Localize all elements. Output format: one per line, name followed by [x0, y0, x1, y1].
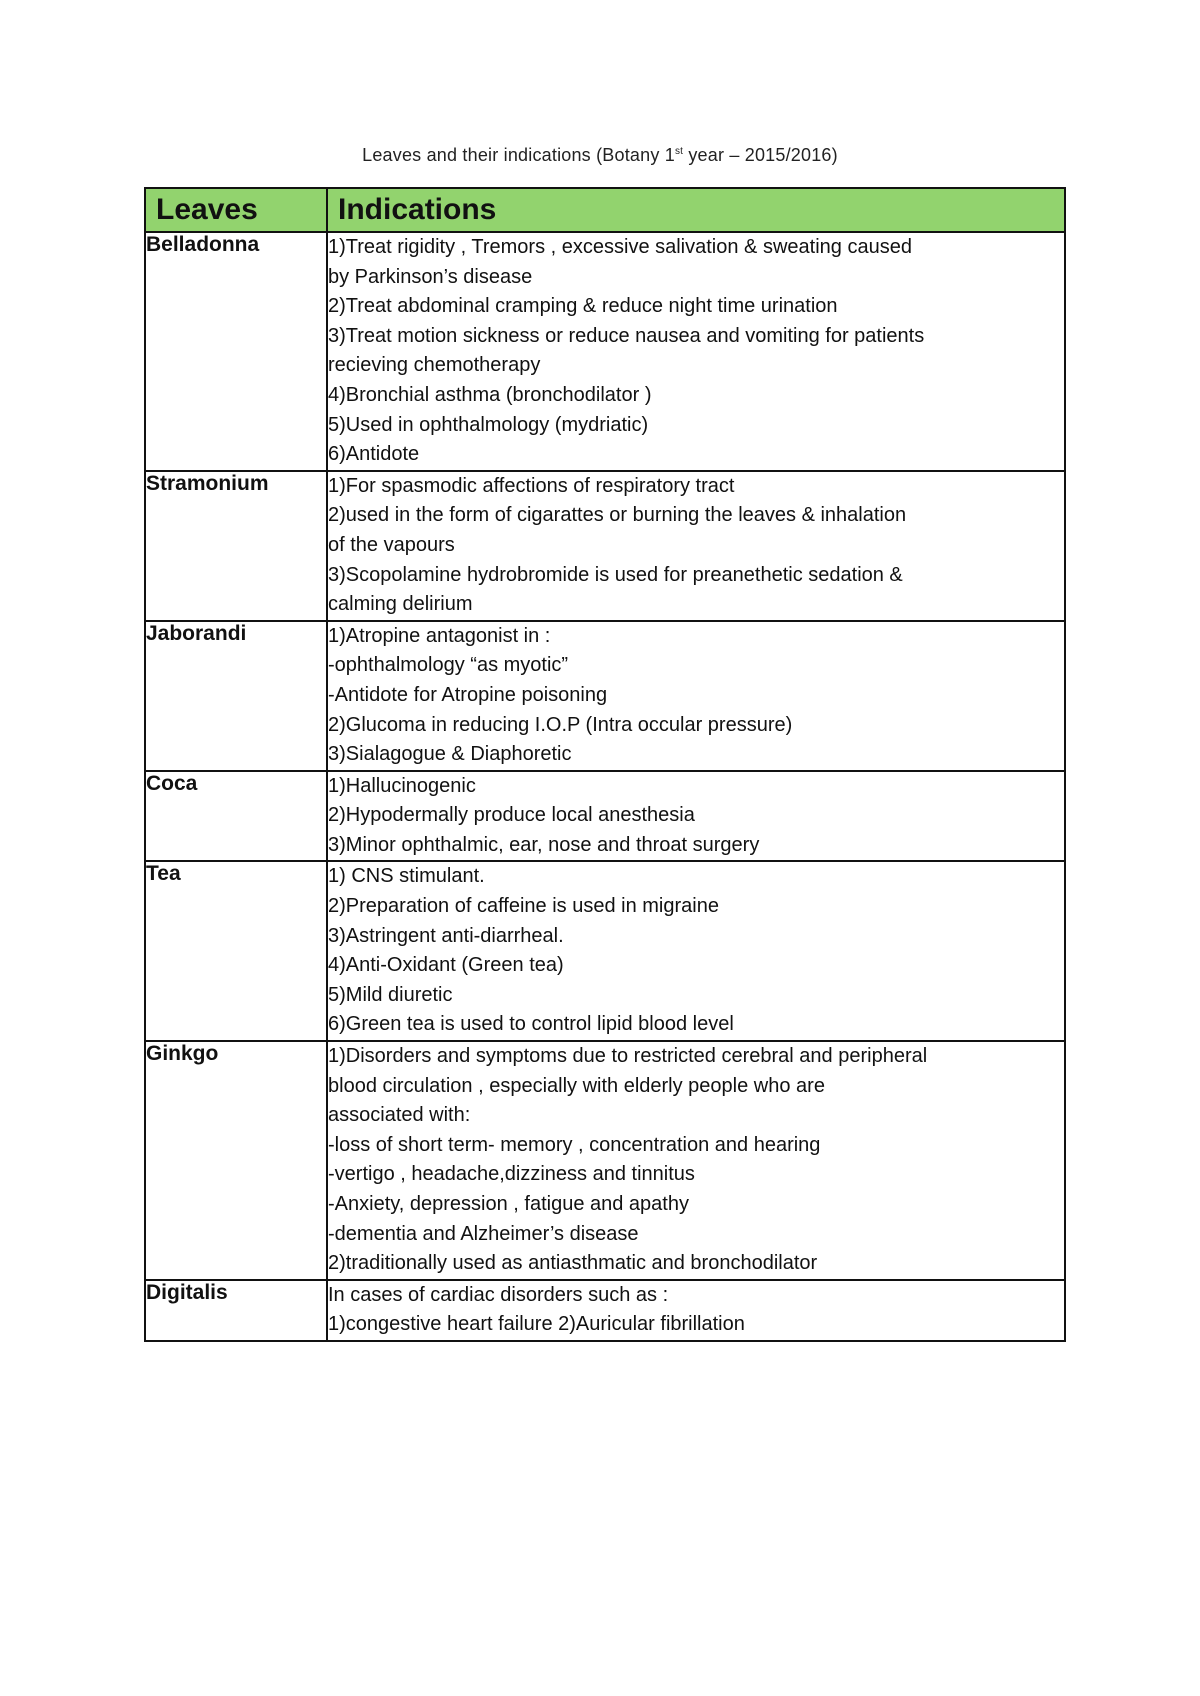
indication-line: 4)Bronchial asthma (bronchodilator ): [328, 383, 652, 406]
indication-line: 1)congestive heart failure 2)Auricular fibrillation: [328, 1313, 745, 1336]
leaf-name-cell: Tea: [145, 861, 327, 1041]
indication-line: 3)Sialagogue & Diaphoretic: [328, 743, 572, 766]
leaf-name-cell: Coca: [145, 771, 327, 862]
indications-cell: [327, 771, 1065, 862]
table-row: [145, 1041, 1065, 1280]
indication-line: 1)Atropine antagonist in :: [328, 624, 551, 647]
indication-line: 4)Anti-Oxidant (Green tea): [328, 954, 564, 977]
indication-line: -dementia and Alzheimer’s disease: [328, 1222, 639, 1245]
indications-cell: [327, 471, 1065, 621]
leaf-name-cell: Digitalis: [145, 1280, 327, 1341]
leaf-name-cell: Jaborandi: [145, 621, 327, 771]
indication-line: 6)Green tea is used to control lipid blood level: [328, 1013, 734, 1036]
indication-line: 2)Hypodermally produce local anesthesia: [328, 804, 695, 827]
header-indications: Indications: [327, 188, 1065, 232]
indication-line: In cases of cardiac disorders such as :: [328, 1283, 669, 1306]
table-row: [145, 1280, 1065, 1341]
indications-cell: [327, 1280, 1065, 1341]
indication-line: of the vapours: [328, 533, 455, 556]
indications-cell: [327, 1041, 1065, 1280]
leaves-indications-table: [144, 187, 1066, 1342]
document-title-superscript: st: [674, 146, 684, 157]
table-row: [145, 232, 1065, 471]
table-body: [145, 232, 1065, 1341]
indication-line: associated with:: [328, 1104, 471, 1127]
indication-line: recieving chemotherapy: [328, 354, 541, 377]
table-header-row: [145, 188, 1065, 232]
indication-line: 3)Astringent anti-diarrheal.: [328, 924, 564, 947]
indication-line: 3)Minor ophthalmic, ear, nose and throat surgery: [328, 833, 760, 856]
leaf-name-cell: Stramonium: [145, 471, 327, 621]
indication-line: 1) CNS stimulant.: [328, 865, 485, 888]
leaf-name-cell: Belladonna: [145, 232, 327, 471]
indication-line: calming delirium: [328, 593, 473, 616]
indication-line: 2)Preparation of caffeine is used in migraine: [328, 895, 719, 918]
leaf-name-cell: Ginkgo: [145, 1041, 327, 1280]
indication-line: -loss of short term- memory , concentration and hearing: [328, 1133, 821, 1156]
table-row: [145, 621, 1065, 771]
table-row: [145, 861, 1065, 1041]
indications-cell: [327, 621, 1065, 771]
indication-line: -ophthalmology “as myotic”: [328, 654, 569, 677]
indication-line: -Anxiety, depression , fatigue and apathy: [328, 1193, 689, 1215]
header-leaves: Leaves: [145, 188, 327, 232]
indication-line: 2)used in the form of cigarattes or burning the leaves & inhalation: [328, 504, 907, 527]
indication-line: 5)Used in ophthalmology (mydriatic): [328, 413, 649, 436]
table-row: [145, 771, 1065, 862]
indication-line: blood circulation , especially with elderly people who are: [328, 1074, 825, 1097]
indication-line: 6)Antidote: [328, 443, 420, 466]
indication-line: by Parkinson’s disease: [328, 265, 533, 288]
document-title: [0, 145, 1200, 166]
indication-line: 1)Treat rigidity , Tremors , excessive salivation & sweating caused: [328, 236, 912, 258]
indications-cell: [327, 861, 1065, 1041]
indications-cell: [327, 232, 1065, 471]
indication-line: -vertigo , headache,dizziness and tinnitus: [328, 1163, 695, 1186]
indication-line: 3)Scopolamine hydrobromide is used for preanethetic sedation &: [328, 563, 903, 586]
indication-line: 2)Treat abdominal cramping & reduce night time urination: [328, 295, 838, 318]
indication-line: 1)For spasmodic affections of respiratory tract: [328, 474, 735, 497]
indication-line: 1)Disorders and symptoms due to restricted cerebral and peripheral: [328, 1045, 928, 1068]
indication-line: 2)Glucoma in reducing I.O.P (Intra occular pressure): [328, 713, 793, 736]
indication-line: 5)Mild diuretic: [328, 983, 453, 1006]
table-row: [145, 471, 1065, 621]
indication-line: 2)traditionally used as antiasthmatic and bronchodilator: [328, 1252, 818, 1275]
indication-line: 1)Hallucinogenic: [328, 774, 476, 797]
document-title-prefix: Leaves and their indications (Botany 1: [362, 145, 675, 165]
indication-line: -Antidote for Atropine poisoning: [328, 683, 608, 706]
document-title-suffix: year – 2015/2016): [683, 145, 838, 165]
indication-line: 3)Treat motion sickness or reduce nausea and vomiting for patients: [328, 324, 925, 347]
